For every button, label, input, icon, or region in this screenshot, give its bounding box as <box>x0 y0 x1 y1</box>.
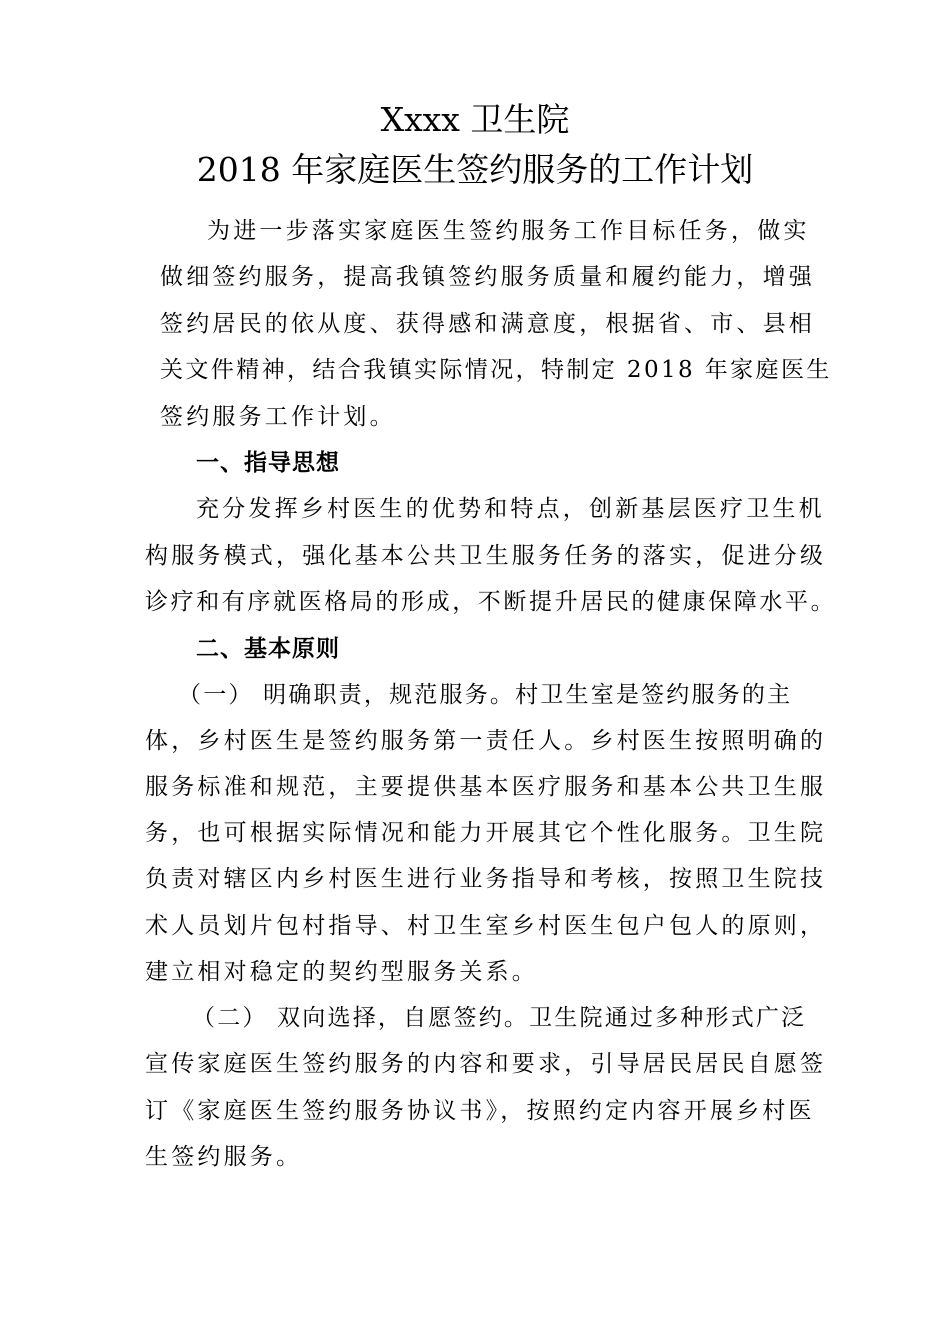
paragraph-line: 建立相对稳定的契约型服务关系。 <box>145 959 538 985</box>
paragraph-line: 务，也可根据实际情况和能力开展其它个性化服务。卫生院 <box>145 820 827 846</box>
paragraph-line: 术人员划片包村指导、村卫生室乡村医生包户包人的原则， <box>145 913 827 939</box>
paragraph-line: 订《家庭医生签约服务协议书》，按照约定内容开展乡村医 <box>145 1098 815 1124</box>
paragraph-line: 服务标准和规范，主要提供基本医疗服务和基本公共卫生服 <box>145 774 827 800</box>
paragraph-line: 诊疗和有序就医格局的形成，不断提升居民的健康保障水平。 <box>145 589 837 615</box>
intro-line: 为进一步落实家庭医生签约服务工作目标任务，做实 <box>207 218 810 244</box>
section-heading: 二、基本原则 <box>196 636 340 662</box>
intro-line: 关文件精神，结合我镇实际情况，特制定 2018 年家庭医生 <box>160 357 832 383</box>
paragraph-line: 负责对辖区内乡村医生进行业务指导和考核，按照卫生院技 <box>145 866 827 892</box>
section-heading: 一、指导思想 <box>196 450 340 476</box>
paragraph-line: 充分发挥乡村医生的优势和特点，创新基层医疗卫生机 <box>196 496 825 522</box>
intro-line: 做细签约服务，提高我镇签约服务质量和履约能力，增强 <box>160 264 815 290</box>
paragraph-line: （一） 明确职责，规范服务。村卫生室是签约服务的主 <box>178 682 793 708</box>
document-title: 2018 年家庭医生签约服务的工作计划 <box>196 150 754 189</box>
paragraph-line: 构服务模式，强化基本公共卫生服务任务的落实，促进分级 <box>145 543 827 569</box>
intro-line: 签约服务工作计划。 <box>160 404 396 430</box>
intro-line: 签约居民的依从度、获得感和满意度，根据省、市、县相 <box>160 311 815 337</box>
paragraph-line: 生签约服务。 <box>145 1144 303 1170</box>
paragraph-line: （二） 双向选择，自愿签约。卫生院通过多种形式广泛 <box>192 1005 807 1031</box>
paragraph-line: 宣传家庭医生签约服务的内容和要求，引导居民居民自愿签 <box>145 1051 827 1077</box>
paragraph-line: 体，乡村医生是签约服务第一责任人。乡村医生按照明确的 <box>145 728 827 754</box>
document-title-org: Xxxx 卫生院 <box>380 100 570 139</box>
